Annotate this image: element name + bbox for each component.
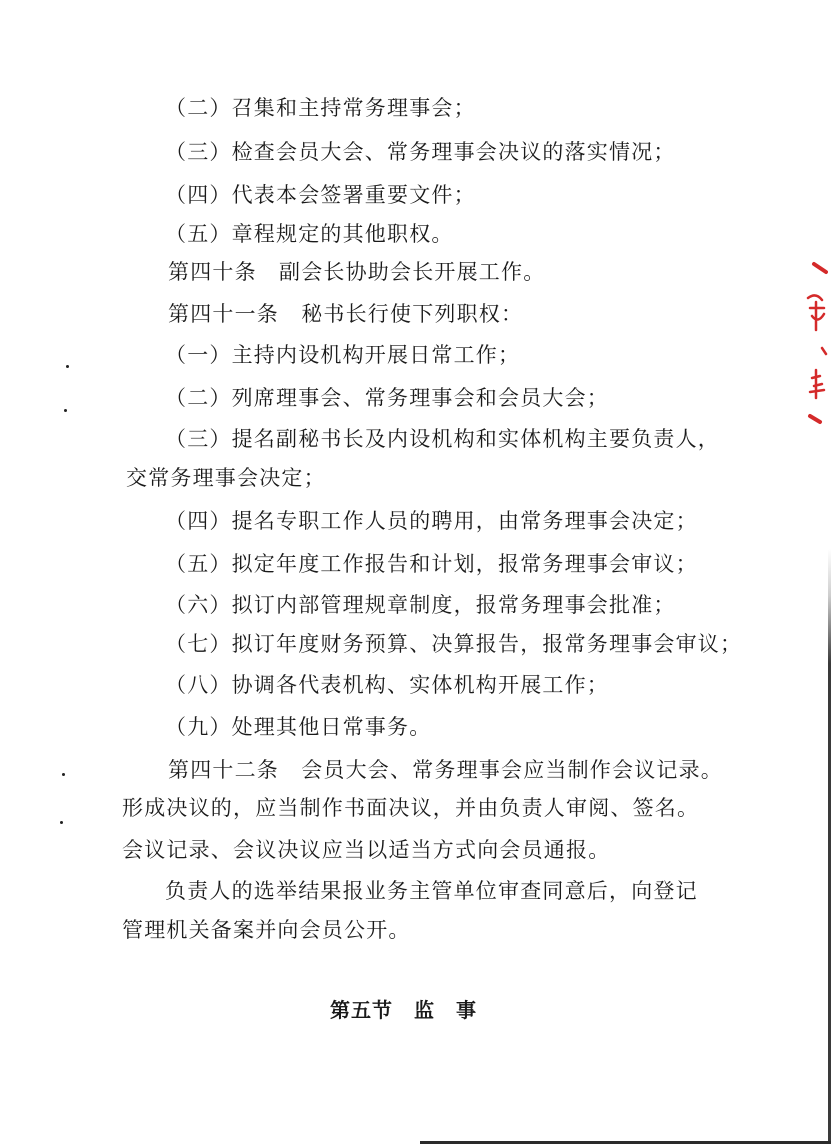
clause-line-2: （三）检查会员大会、常务理事会决议的落实情况；	[165, 140, 676, 164]
clause-line-8: （二）列席理事会、常务理事会和会员大会；	[165, 386, 609, 410]
scan-mark	[62, 773, 65, 776]
paragraph-election-result: 负责人的选举结果报业务主管单位审查同意后，向登记	[165, 879, 698, 903]
article-42: 第四十二条 会员大会、常务理事会应当制作会议记录。	[168, 758, 723, 782]
scan-mark	[64, 409, 67, 412]
article-40: 第四十条 副会长协助会长开展工作。	[168, 260, 546, 284]
scan-mark	[66, 365, 69, 368]
clause-line-7: （一）主持内设机构开展日常工作；	[165, 343, 521, 367]
clause-line-12: （五）拟定年度工作报告和计划，报常务理事会审议；	[165, 552, 698, 576]
clause-line-9-continued: 交常务理事会决定；	[126, 466, 326, 490]
clause-line-1: （二）召集和主持常务理事会；	[165, 96, 476, 120]
clause-line-4: （五）章程规定的其他职权。	[165, 222, 454, 246]
clause-line-14: （七）拟订年度财务预算、决算报告，报常务理事会审议；	[165, 632, 743, 656]
clause-line-3: （四）代表本会签署重要文件；	[165, 183, 476, 207]
clause-line-16: （九）处理其他日常事务。	[165, 715, 432, 739]
article-42-continued-1: 形成决议的，应当制作书面决议，并由负责人审阅、签名。	[122, 796, 700, 820]
paragraph-election-result-continued: 管理机关备案并向会员公开。	[122, 918, 411, 942]
article-41: 第四十一条 秘书长行使下列职权：	[168, 302, 524, 326]
section-heading: 第五节 监 事	[330, 998, 477, 1022]
seal-stamp-partial	[800, 258, 831, 438]
clause-line-11: （四）提名专职工作人员的聘用，由常务理事会决定；	[165, 509, 698, 533]
clause-line-15: （八）协调各代表机构、实体机构开展工作；	[165, 673, 609, 697]
seal-icon	[800, 258, 831, 438]
article-42-continued-2: 会议记录、会议决议应当以适当方式向会员通报。	[122, 838, 611, 862]
clause-line-9: （三）提名副秘书长及内设机构和实体机构主要负责人，	[165, 427, 720, 451]
clause-line-13: （六）拟订内部管理规章制度，报常务理事会批准；	[165, 593, 676, 617]
scan-mark	[60, 821, 63, 824]
